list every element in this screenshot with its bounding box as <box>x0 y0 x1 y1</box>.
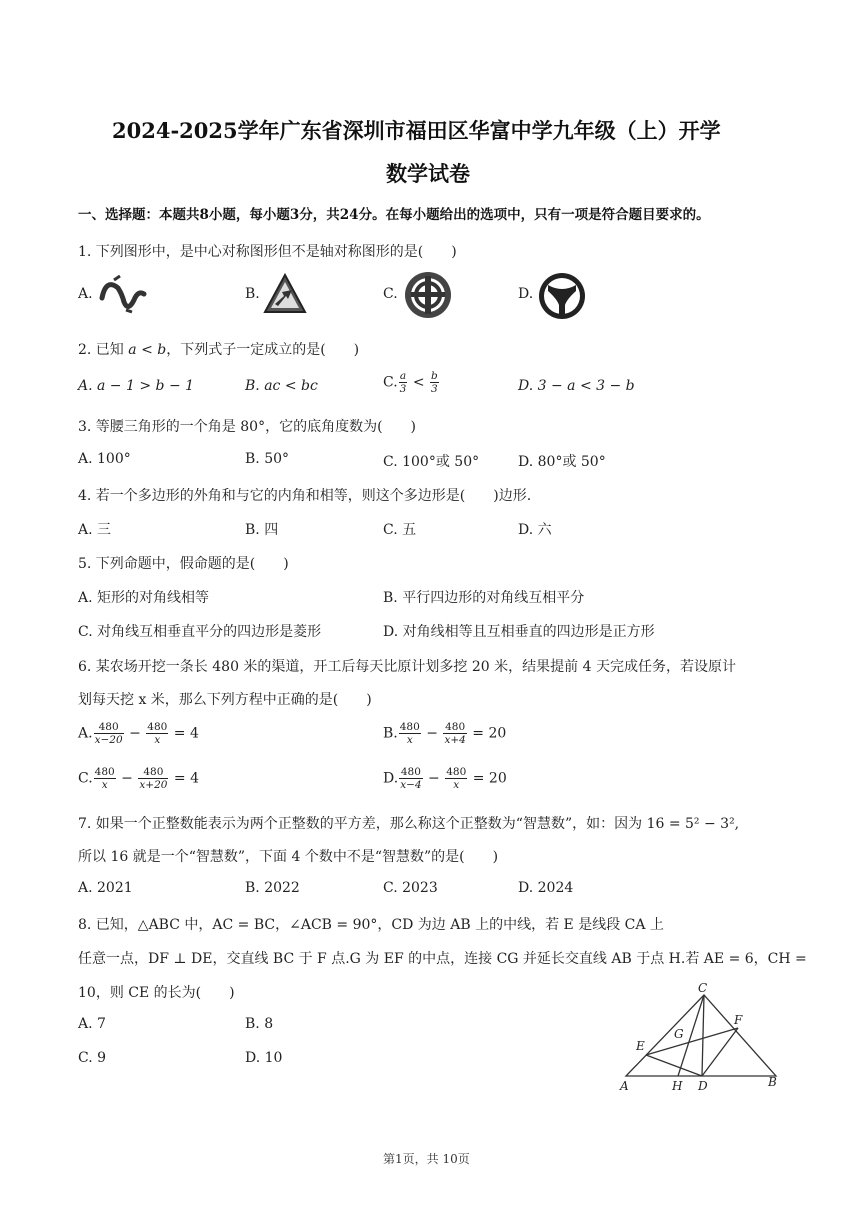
label-c: C <box>698 981 708 995</box>
label-d: D <box>698 1079 708 1093</box>
q8-triangle-figure <box>612 978 784 1094</box>
q4-option-b: B. 四 <box>245 522 279 538</box>
q2-option-a: A. a − 1 > b − 1 <box>78 378 195 394</box>
zigzag-logo-icon <box>96 272 150 316</box>
section-heading: 一、选择题：本题共8小题，每小题3分，共24分。在每小题给出的选项中，只有一项是符合题目要求的。 <box>78 207 710 223</box>
question-5-stem: 5. 下列命题中，假命题的是( ) <box>78 556 289 572</box>
q3-option-b: B. 50° <box>245 451 290 467</box>
q4-option-d: D. 六 <box>518 522 552 538</box>
triangle-arrow-sign-icon <box>262 272 308 316</box>
label-b: B <box>768 1075 777 1089</box>
q7-option-b: B. 2022 <box>245 880 300 896</box>
q8-option-c: C. 9 <box>78 1050 107 1066</box>
q1-option-c-label: C. <box>383 286 398 302</box>
q5-option-b: B. 平行四边形的对角线互相平分 <box>383 590 585 606</box>
question-8-stem-line3: 10，则 CE 的长为( ) <box>78 985 235 1001</box>
label-g: G <box>674 1027 684 1041</box>
q2-option-d: D. 3 − a < 3 − b <box>518 378 635 394</box>
question-3-stem: 3. 等腰三角形的一个角是 80°，它的底角度数为( ) <box>78 419 416 435</box>
page-footer: 第1页，共 10页 <box>383 1152 470 1166</box>
segment-de <box>646 1055 702 1076</box>
question-6-stem-line1: 6. 某农场开挖一条长 480 米的渠道，开工后每天比原计划多挖 20 米，结果提前 4 天完成任务，若设原计 <box>78 659 736 675</box>
median-cd <box>702 995 704 1076</box>
question-2-stem: 2. 已知 a < b，下列式子一定成立的是( ) <box>78 342 360 358</box>
question-8-stem-line1: 8. 已知，△ABC 中，AC = BC，∠ACB = 90°，CD 为边 AB 上的中线，若 E 是线段 CA 上 <box>78 917 664 933</box>
question-6-stem-line2: 划每天挖 x 米，那么下列方程中正确的是( ) <box>78 692 372 708</box>
q8-option-a: A. 7 <box>78 1016 106 1032</box>
q8-option-b: B. 8 <box>245 1016 274 1032</box>
question-1-stem: 1. 下列图形中，是中心对称图形但不是轴对称图形的是( ) <box>78 244 457 260</box>
q6-option-d: D. $\frac{480}{x-4}$ − $\frac{480}{x}$ = 20 <box>383 766 507 791</box>
q4-option-c: C. 五 <box>383 522 417 538</box>
q5-option-a: A. 矩形的对角线相等 <box>78 590 210 606</box>
question-8-stem-line2: 任意一点，DF ⊥ DE，交直线 BC 于 F 点.G 为 EF 的中点，连接 CG 并延长交直线 AB 于点 H.若 AE = 6，CH = <box>78 951 807 967</box>
label-a: A <box>620 1079 629 1093</box>
q1-option-d-label: D. <box>518 286 534 302</box>
q7-option-a: A. 2021 <box>78 880 133 896</box>
page-title: 2024-2025学年广东省深圳市福田区华富中学九年级（上）开学 <box>112 118 721 143</box>
q6-option-b: B. $\frac{480}{x}$ − $\frac{480}{x+4}$ = 20 <box>383 721 507 746</box>
q7-option-c: C. 2023 <box>383 880 438 896</box>
circle-cross-logo-icon <box>403 270 453 320</box>
label-f: F <box>734 1013 743 1027</box>
page-subtitle: 数学试卷 <box>386 161 470 186</box>
q3-option-c: C. 100°或 50° <box>383 454 480 470</box>
q2-option-b: B. ac < bc <box>245 378 318 394</box>
label-e: E <box>636 1039 645 1053</box>
question-4-stem: 4. 若一个多边形的外角和与它的内角和相等，则这个多边形是( )边形. <box>78 488 532 504</box>
q3-option-a: A. 100° <box>78 451 131 467</box>
triangle-abc <box>626 995 776 1076</box>
q1-option-a-label: A. <box>78 286 93 302</box>
q3-option-d: D. 80°或 50° <box>518 454 606 470</box>
q1-option-b-label: B. <box>245 286 260 302</box>
segment-df <box>702 1028 738 1076</box>
q4-option-a: A. 三 <box>78 522 112 538</box>
q5-option-c: C. 对角线互相垂直平分的四边形是菱形 <box>78 624 322 640</box>
q7-option-d: D. 2024 <box>518 880 574 896</box>
q2-option-c: C. $\frac{a}{3}$ < $\frac{b}{3}$ <box>383 370 438 395</box>
question-7-stem-line1: 7. 如果一个正整数能表示为两个正整数的平方差，那么称这个正整数为“智慧数”，如：因为 16 = 5² − 3², <box>78 816 740 832</box>
q8-option-d: D. 10 <box>245 1050 283 1066</box>
question-7-stem-line2: 所以 16 就是一个“智慧数”，下面 4 个数中不是“智慧数”的是( ) <box>78 849 499 865</box>
q5-option-d: D. 对角线相等且互相垂直的四边形是正方形 <box>383 624 655 640</box>
q6-option-a: A. $\frac{480}{x-20}$ − $\frac{480}{x}$ = 4 <box>78 721 199 746</box>
q6-option-c: C. $\frac{480}{x}$ − $\frac{480}{x+20}$ = 4 <box>78 766 199 791</box>
label-h: H <box>672 1079 683 1093</box>
y-circle-logo-icon <box>537 271 587 321</box>
